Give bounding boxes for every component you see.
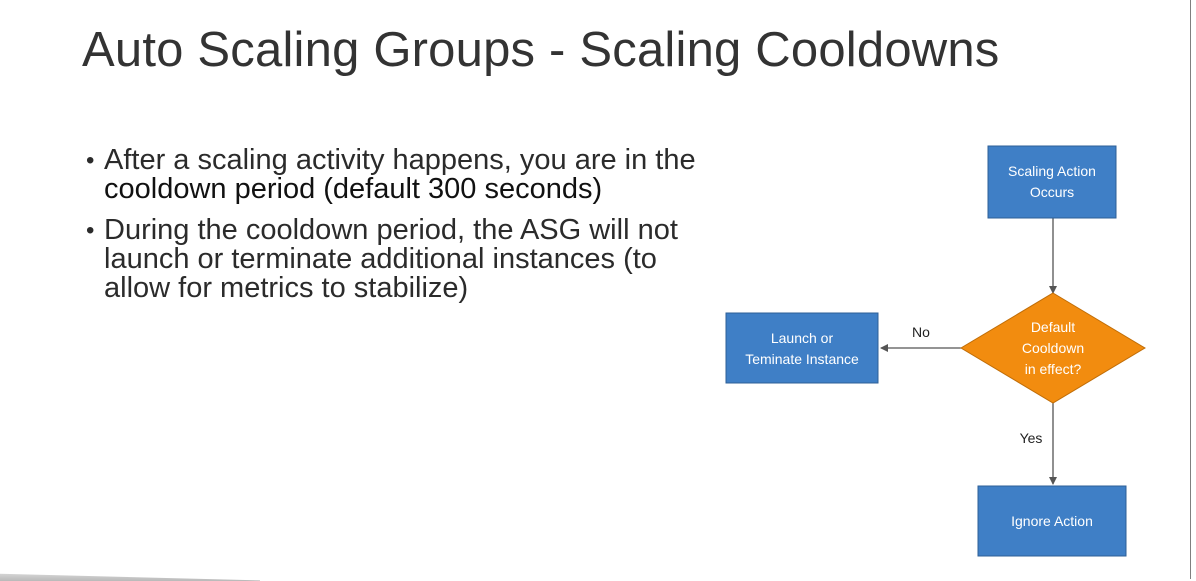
node-launch-or-terminate-instance (726, 313, 878, 383)
node-text: Default (1030, 319, 1076, 335)
node-text: Occurs (1029, 184, 1075, 200)
bullet-emphasis: cooldown period (default 300 seconds) (104, 173, 603, 205)
node-text: Ignore Action (1011, 513, 1093, 529)
node-text: Cooldown (1021, 340, 1085, 356)
bullet-text: During the cooldown period, the ASG will not launch or terminate additional instances (to allow for metrics to stabilize) (104, 214, 678, 304)
node-default-cooldown-decision (961, 293, 1145, 403)
node-ignore-action (978, 486, 1126, 556)
edge-label-no: No (912, 324, 930, 340)
edge-label-yes: Yes (1019, 430, 1043, 446)
node-text: in effect? (1024, 361, 1082, 377)
slide-title: Auto Scaling Groups - Scaling Cooldowns (82, 23, 1000, 77)
node-text: Launch or (770, 330, 834, 346)
node-scaling-action-occurs (988, 146, 1116, 218)
bullet-text: After a scaling activity happens, you are in the (104, 144, 696, 176)
bullet-dot-icon: • (86, 147, 95, 174)
node-text: Teminate Instance (745, 351, 859, 367)
node-text: Scaling Action (1008, 163, 1096, 179)
bullet-dot-icon: • (86, 217, 95, 244)
